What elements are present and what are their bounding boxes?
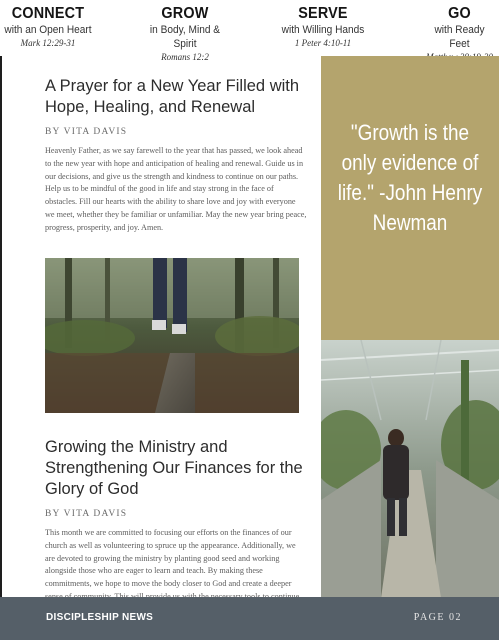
article-title: Growing the Ministry and Strengthening Our Finances for the Glory of God xyxy=(45,438,303,498)
article-title: A Prayer for a New Year Filled with Hope, Healing, and Renewal xyxy=(45,77,300,116)
motto-reference: Romans 12:2 xyxy=(161,52,209,62)
article-byline: BY VITA DAVIS xyxy=(45,509,128,519)
motto-reference: Mark 12:29-31 xyxy=(20,38,76,48)
motto-word: GROW xyxy=(161,5,209,22)
forest-path-photo xyxy=(45,258,299,413)
motto-tagline: with Ready Feet xyxy=(434,24,485,50)
article-ministry xyxy=(45,437,307,617)
motto-connect xyxy=(0,4,96,50)
motto-tagline: in Body, Mind & Spirit xyxy=(149,24,221,50)
motto-tagline: with Willing Hands xyxy=(281,24,365,36)
page-frame-left xyxy=(0,0,2,640)
motto-serve xyxy=(274,4,372,50)
newsletter-title: DISCIPLESHIP NEWS xyxy=(46,612,154,623)
page-number: PAGE 02 xyxy=(413,612,462,623)
quote-panel xyxy=(321,56,499,340)
motto-word: SERVE xyxy=(298,5,348,22)
motto-header xyxy=(0,0,499,62)
motto-word: GO xyxy=(448,5,471,22)
article-body: This month we are committed to focusing our efforts on the finances of our church as well as volunteering to spruce up the appearance. Additionally, we are devoted to growing the ministry by planting good seed and working alongside those who are eager to learn and teach. By making these commitments, we hope to move the body closer to God and create a deeper xyxy=(45,528,296,589)
page-footer xyxy=(0,597,499,640)
greenhouse-walkway-photo xyxy=(321,340,499,598)
motto-go xyxy=(420,4,499,64)
motto-tagline: with an Open Heart xyxy=(4,24,92,36)
motto-reference: 1 Peter 4:10-11 xyxy=(294,38,352,48)
article-body: Heavenly Father, as we say farewell to the year that has passed, we look ahead to the new year with hope and anticipation of healing and renewal. Guide us in our decisions, and give us the strength and kindness to continue on our paths. Help us to be mindful of the good in life and stay strong in the face of obstacles. Fill our hearts with the ability to share love and joy with everyone we meet, whether they be familiar or unfamiliar. May the new year bring peace, progress, prosperity, and joy. Amen. xyxy=(45,146,307,232)
article-prayer xyxy=(45,76,307,235)
pull-quote: "Growth is the only evidence of life." -John Henry Newman xyxy=(337,120,483,235)
motto-word: CONNECT xyxy=(11,5,85,22)
article-byline: BY VITA DAVIS xyxy=(45,127,128,137)
motto-grow xyxy=(136,4,234,64)
